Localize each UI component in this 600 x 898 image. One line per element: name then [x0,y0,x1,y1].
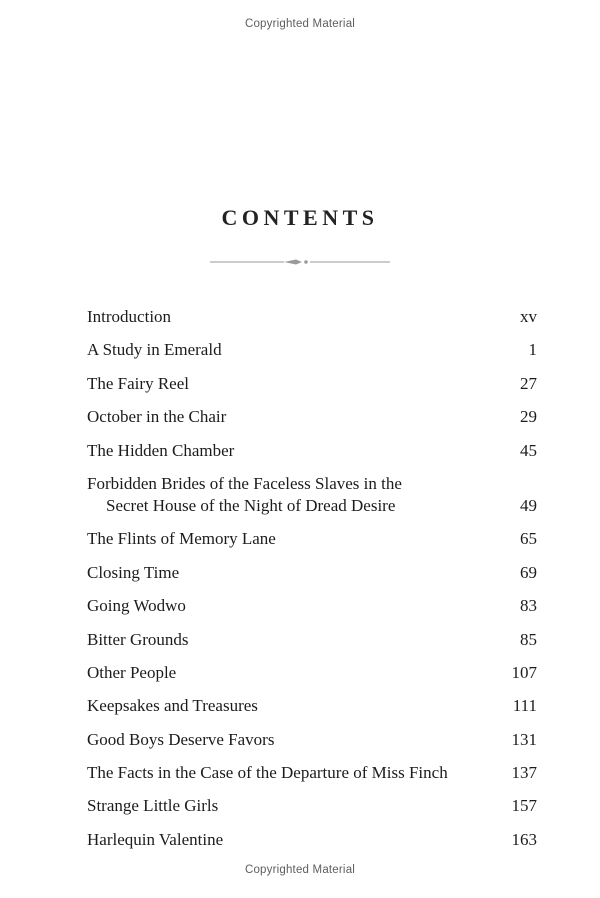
toc-entry-title-line: Good Boys Deserve Favors [87,729,275,749]
toc-entry-title-line: October in the Chair [87,407,227,427]
toc-entry [87,440,537,462]
toc-entry-title [87,729,500,751]
copyright-notice-bottom: Copyrighted Material [244,864,356,876]
toc-entry-page-number: 131 [511,729,537,749]
toc-entry-title-line: Other People [87,662,177,682]
toc-entry-page-number: 83 [520,596,537,616]
toc-entry [87,595,537,617]
copyright-notice-top: Copyrighted Material [244,18,356,30]
toc-entry-title-line: Keepsakes and Treasures [87,696,258,716]
toc-entry-title [87,440,508,462]
toc-entry-title [87,339,517,361]
toc-entry [87,662,537,684]
toc-entry-title-line: Going Wodwo [87,596,186,616]
toc-entry-title [87,528,508,550]
toc-entry-title [87,473,508,517]
toc-entry-title-line: Bitter Grounds [87,629,189,649]
toc-entry-title-line: The Facts in the Case of the Departure of Miss Finch [87,763,448,783]
toc-entry-page-number: 163 [511,829,537,849]
toc-entry-page-number: 157 [511,796,537,816]
toc-entry [87,629,537,651]
toc-entry-title [87,629,508,651]
toc-entry-title [87,406,508,428]
table-of-contents [87,306,537,862]
toc-entry-page-number: 69 [520,562,537,582]
toc-entry-title [87,595,508,617]
toc-entry-page-number: 111 [512,696,537,716]
toc-entry-page-number: 107 [511,662,537,682]
toc-entry-title-line: Strange Little Girls [87,796,219,816]
decorative-divider [0,256,600,268]
toc-entry [87,695,537,717]
toc-entry-title [87,306,508,328]
toc-entry-title-line: A Study in Emerald [87,340,222,360]
toc-entry-title-line: The Hidden Chamber [87,440,235,460]
toc-entry-title [87,695,501,717]
page-title: CONTENTS [221,205,379,230]
toc-entry [87,528,537,550]
toc-entry [87,795,537,817]
toc-entry [87,339,537,361]
toc-entry [87,829,537,851]
toc-entry-title-line: Closing Time [87,562,180,582]
toc-entry [87,729,537,751]
toc-entry-title-line: Forbidden Brides of the Faceless Slaves in the [87,473,402,493]
toc-entry-page-number: 85 [520,629,537,649]
toc-entry-page-number: 27 [520,373,537,393]
toc-entry-page-number: xv [520,307,537,326]
toc-entry [87,473,537,517]
toc-entry-title [87,562,508,584]
toc-entry-title [87,829,500,851]
toc-entry-page-number: 65 [520,529,537,549]
toc-entry [87,406,537,428]
toc-entry-title [87,762,500,784]
toc-entry-page-number: 137 [511,763,537,783]
toc-entry-title-line: Introduction [87,307,172,326]
toc-entry-title-line: The Fairy Reel [87,373,189,393]
toc-entry [87,373,537,395]
toc-entry-title [87,795,500,817]
toc-entry [87,306,537,328]
toc-entry-page-number: 45 [520,440,537,460]
toc-entry-title [87,373,508,395]
toc-entry-page-number: 1 [528,340,537,360]
toc-entry [87,562,537,584]
toc-entry-page-number: 29 [520,407,537,427]
divider-ornament-icon [210,256,390,268]
toc-entry [87,762,537,784]
toc-entry-title-line: The Flints of Memory Lane [87,529,276,549]
toc-entry-title [87,662,500,684]
toc-entry-page-number: 49 [520,495,537,515]
toc-entry-title-line: Harlequin Valentine [87,829,224,849]
toc-entry-title-continuation: Secret House of the Night of Dread Desire [106,495,396,515]
